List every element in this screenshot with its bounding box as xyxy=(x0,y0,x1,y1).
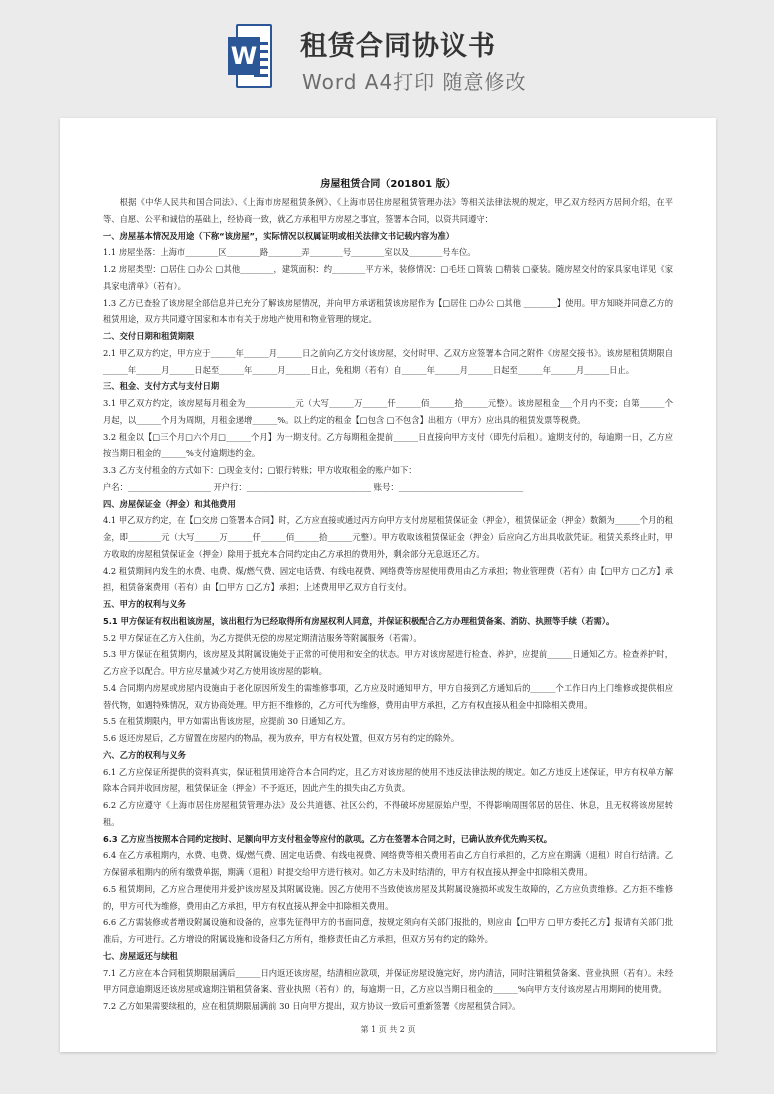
section-heading: 四、房屋保证金（押金）和其他费用 xyxy=(103,498,236,509)
clause-paragraph: 6.1 乙方应保证所提供的资料真实，保证租赁用途符合本合同约定，且乙方对该房屋的使用不违反法律法规的规定。如乙方违反上述保证，甲方有权单方解除本合同并收回房屋，租赁保证金（押金）不予返还，因此产生的损失由乙方负责。 xyxy=(103,766,673,794)
clause-paragraph: 3.1 甲乙双方约定，该房屋每月租金为____________元（大写______万______仟______佰______拾______元整）。该房屋租金___个月内不变；自第______个月起，以______个月为周期，月租金递增______%。以上约定的租金【□包含 □不包含】出租方（甲方）应出具的租赁发票等税费。 xyxy=(103,398,673,425)
word-document-icon xyxy=(228,24,272,88)
document-title: 房屋租赁合同（201801 版） xyxy=(320,179,456,190)
section-heading: 五、甲方的权利与义务 xyxy=(103,599,186,609)
clause-paragraph: 1.2 房屋类型：□居住 □办公 □其他________，建筑面积：约________平方米，装修情况：□毛坯 □简装 □精装 □豪装。随房屋交付的家具家电详见《家具家电清单》（若有）。 xyxy=(103,264,673,291)
section-heading: 七、房屋返还与续租 xyxy=(103,950,178,961)
word-logo-letter: W xyxy=(228,37,260,75)
clause-paragraph: 6.5 租赁期间，乙方应合理使用并爱护该房屋及其附属设施。因乙方使用不当致使该房屋及其附属设施损坏或发生故障的，乙方应负责维修。乙方拒不维修的，甲方可代为维修，费用由乙方承担，甲方有权直接从押金中扣除相关费用。 xyxy=(103,883,673,911)
clause-paragraph: 5.4 合同期内房屋或房屋内设施由于老化原因所发生的需维修事项，乙方应及时通知甲方，甲方自接到乙方通知后的______个工作日内上门维修或提供相应替代物，如遇特殊情况，双方协商处理。甲方拒不维修的，乙方可代为维修，费用由甲方承担，乙方有权直接从租金中扣除相关费用。 xyxy=(103,682,673,710)
banner-subtitle: Word A4打印 随意修改 xyxy=(302,70,527,94)
page-footer: 第 1 页 共 2 页 xyxy=(360,1025,416,1034)
clause-paragraph: 5.5 在租赁期限内，甲方如需出售该房屋，应提前 30 日通知乙方。 xyxy=(103,716,351,727)
clause-paragraph: 6.4 在乙方承租期内，水费、电费、煤/燃气费、固定电话费、有线电视费、网络费等相关费用若由乙方自行承担的，乙方应在期满（退租）时自行结清。乙方保留承租期内的所有缴费单据，期满（退租）时提交给甲方进行核对。如乙方未及时结清的，甲方有权直接从押金中扣除相关费用。 xyxy=(103,850,673,877)
banner-title: 租赁合同协议书 xyxy=(300,31,496,62)
clause-paragraph: 4.2 租赁期间内发生的水费、电费、煤/燃气费、固定电话费、有线电视费、网络费等房屋使用费用由乙方承担；物业管理费（若有）由【□甲方 □乙方】承担，租赁备案费用（若有）由【□甲方 □乙方】承担；上述费用甲乙双方自行支付。 xyxy=(103,565,673,593)
clause-paragraph: 户名：____________________ 开户行：______________________________ 账号：______________________________ xyxy=(103,481,524,492)
clause-paragraph: 3.2 租金以【□三个月□六个月□______个月】为一期支付。乙方每期租金提前______日直接向甲方支付（即先付后租）。逾期支付的，每逾期一日，乙方应按当期日租金的______%支付逾期违约金。 xyxy=(103,431,673,459)
clause-paragraph: 6.6 乙方需装修或者增设附属设施和设备的，应事先征得甲方的书面同意，按规定须向有关部门报批的，则应由【□甲方 □甲方委托乙方】报请有关部门批准后，方可进行。乙方增设的附属设施和设备归乙方所有，维修责任由乙方承担，但双方另有约定的除外。 xyxy=(103,917,673,944)
clause-paragraph: 7.1 乙方应在本合同租赁期限届满后______日内返还该房屋，结清相应款项，并保证房屋设施完好，房内清洁，同时注销租赁备案、营业执照（若有）。未经甲方同意逾期返还该房屋或逾期注销租赁备案、营业执照（若有）的，每逾期一日，乙方应以当期日租金的______%向甲方支付该房屋占用期间的使用费。 xyxy=(103,967,673,995)
document-page xyxy=(60,118,716,1052)
document-paragraphs xyxy=(103,194,673,1015)
clause-paragraph: 1.1 房屋坐落：上海市________区________路________弄________号________室以及________号车位。 xyxy=(103,247,476,258)
section-heading: 六、乙方的权利与义务 xyxy=(103,749,186,760)
clause-paragraph: 3.3 乙方支付租金的方式如下：□现金支付；□银行转账；甲方收取租金的账户如下： xyxy=(103,465,417,475)
clause-paragraph: 5.6 返还房屋后，乙方留置在房屋内的物品，视为放弃，甲方有权处置，但双方另有约定的除外。 xyxy=(103,733,460,743)
clause-paragraph: 7.2 乙方如果需要续租的，应在租赁期限届满前 30 日向甲方提出，双方协议一致后可重新签署《房屋租赁合同》。 xyxy=(103,1001,521,1011)
section-heading: 5.1 甲方保证有权出租该房屋，该出租行为已经取得所有房屋权利人同意，并保证积极配合乙方办理租赁备案、消防、执照等手续（若需）。 xyxy=(103,615,615,626)
document-body xyxy=(103,178,673,1015)
clause-paragraph: 2.1 甲乙双方约定，甲方应于______年______月______日之前向乙方交付该房屋，交付时甲、乙双方应签署本合同之附件《房屋交接书》。该房屋租赁期限自______年______月______日起至______年______月______日止，免租期（若有）自______年______月______日起至______年______月______日止。 xyxy=(103,347,673,375)
clause-paragraph: 5.2 甲方保证在乙方入住前，为乙方提供无偿的房屋定期清洁服务等附属服务（若需）。 xyxy=(103,632,422,643)
section-heading: 三、租金、支付方式与支付日期 xyxy=(103,381,220,392)
clause-paragraph: 1.3 乙方已查验了该房屋全部信息并已充分了解该房屋情况，并向甲方承诺租赁该房屋作为【□居住 □办公 □其他 ________】使用。甲方知晓并同意乙方的租赁用途，双方共同遵守国家和本市有关于房地产使用和物业管理的规定。 xyxy=(103,297,673,325)
clause-paragraph: 6.2 乙方应遵守《上海市居住房屋租赁管理办法》及公共道德、社区公约，不得破坏房屋原始户型，不得影响周围邻居的居住、休息，且无权将该房屋转租。 xyxy=(103,800,673,827)
section-heading: 二、交付日期和租赁期限 xyxy=(103,331,195,341)
section-heading: 一、房屋基本情况及用途（下称“该房屋”，实际情况以权属证明或相关法律文书记载内容为准） xyxy=(103,230,455,241)
clause-paragraph: 根据《中华人民共和国合同法》、《上海市房屋租赁条例》、《上海市居住房屋租赁管理办法》等相关法律法规的规定，甲乙双方经丙方居间介绍，在平等、自愿、公平和诚信的基础上，经协商一致，就乙方承租甲方房屋之事宜，签署本合同，以资共同遵守： xyxy=(103,197,673,224)
section-heading: 6.3 乙方应当按照本合同约定按时、足额向甲方支付租金等应付的款项。乙方在签署本合同之时，已确认放弃优先购买权。 xyxy=(103,833,553,844)
promo-banner xyxy=(0,0,774,100)
clause-paragraph: 5.3 甲方保证在租赁期内，该房屋及其附属设施处于正常的可使用和安全的状态。甲方对该房屋进行检查、养护，应提前______日通知乙方。检查养护时，乙方应予以配合。甲方应尽量减少对乙方使用该房屋的影响。 xyxy=(103,649,673,676)
clause-paragraph: 4.1 甲乙双方约定，在【□交房 □签署本合同】时，乙方应直接或通过丙方向甲方支付房屋租赁保证金（押金），租赁保证金（押金）数额为______个月的租金，即________元（大写______万______仟______佰______拾______元整）。甲方收取该租赁保证金（押金）后应向乙方出具收款凭证。租赁关系终止时，甲方收取的房屋租赁保证金（押金）除用于抵充本合同约定由乙方承担的费用外，剩余部分无息返还乙方。 xyxy=(103,515,673,559)
